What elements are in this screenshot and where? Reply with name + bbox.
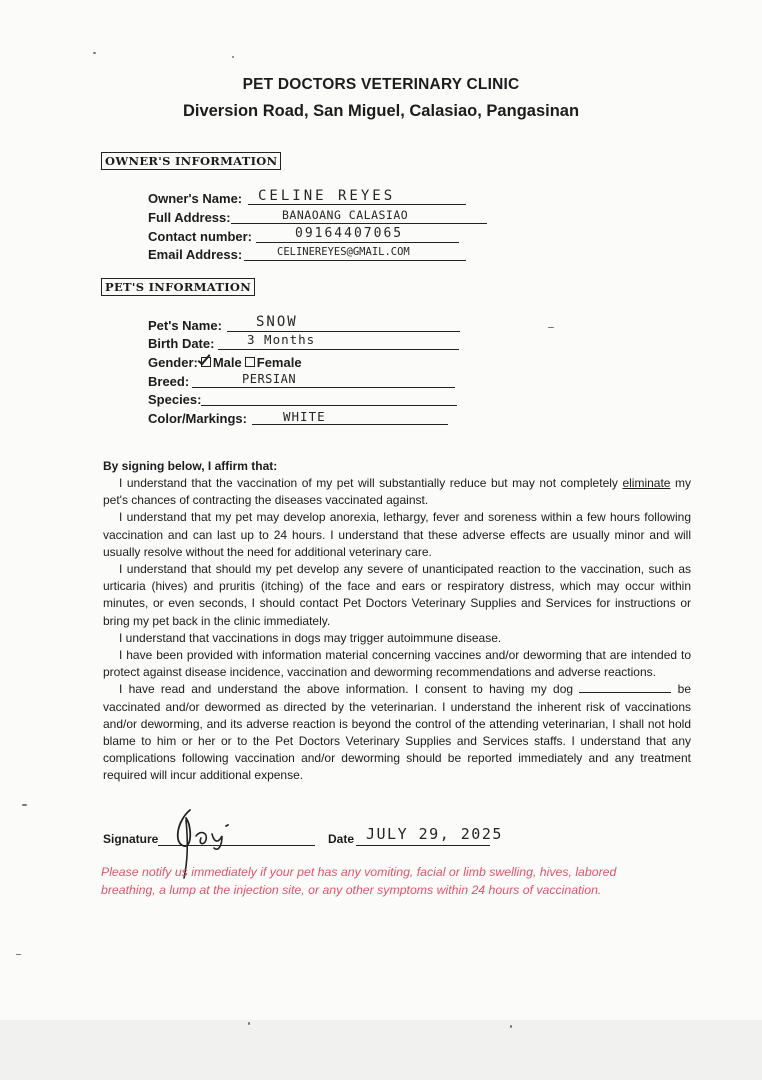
pet-name-value: SNOW: [256, 314, 298, 330]
clinic-address: Diversion Road, San Miguel, Calasiao, Pangasinan: [182, 102, 580, 120]
scan-bottom-margin: [0, 1020, 762, 1080]
affirmation-text: my pet's chances of contracting the diseases vaccinated against.: [103, 476, 691, 508]
email-row: [148, 247, 242, 265]
affirmation-paragraph: I understand that my pet may develop anorexia, lethargy, fever and soreness within a few hours following vaccination and can last up to 24 hours. I understand that these adverse effects are usually minor and will usually resolve without the need for additional veterinary care.: [103, 510, 691, 559]
breed-value: PERSIAN: [242, 372, 297, 386]
clinic-name: PET DOCTORS VETERINARY CLINIC: [242, 76, 520, 93]
color-value: WHITE: [283, 409, 326, 424]
affirmation-paragraph: I have been provided with information material concerning vaccines and/or deworming that are intended to protect against disease incidence, vaccination and deworming recommendations and adverse reactions.: [103, 648, 691, 680]
owner-name-row: [148, 191, 242, 209]
contact-number-value: 09164407065: [295, 226, 404, 241]
affirmation-paragraph: [103, 475, 691, 509]
breed-field[interactable]: [192, 372, 455, 388]
male-checkbox[interactable]: [201, 357, 211, 367]
date-label: Date: [328, 832, 355, 846]
underlined-word: eliminate: [622, 476, 671, 490]
date-value: JULY 29, 2025: [366, 825, 503, 843]
owner-name-label: Owner's Name:: [148, 191, 243, 206]
pet-name-label: Pet's Name:: [148, 318, 222, 333]
contact-number-label: Contact number:: [148, 229, 252, 244]
scan-speck: [93, 52, 96, 54]
full-address-row: [148, 210, 231, 228]
post-vaccination-notice: Please notify us immediately if your pet has any vomiting, facial or limb swelling, hives, labored breathing, a lump at the injection site, or any other symptoms within 24 hours of vaccination.: [101, 865, 617, 897]
male-option-label: Male: [212, 355, 242, 370]
affirmation-text: I understand that the vaccination of my pet will substantially reduce but may not completely: [119, 476, 623, 490]
gender-row: [148, 355, 302, 373]
species-label: Species:: [148, 392, 202, 407]
contact-number-row: [148, 229, 252, 247]
birth-date-label: Birth Date:: [148, 336, 215, 351]
affirmation-paragraph: I understand that vaccinations in dogs may trigger autoimmune disease.: [119, 630, 502, 645]
affirmation-paragraph: I understand that should my pet develop any severe of unanticipated reaction to the vaccination, such as urticaria (hives) and pruritis (itching) of the face and ears or respiratory distress, which may occur within minutes, or even seconds, I should contact Pet Doctors Veterinary Supplies and Services for instructions or bring my pet back in the clinic immediately.: [103, 562, 691, 628]
full-address-value: BANAOANG CALASIAO: [282, 208, 409, 222]
species-row: [148, 392, 201, 410]
scan-speck: [548, 327, 554, 328]
affirmation-text: be vaccinated and/or dewormed as directed by the veterinarian. I understand the inherent risk of vaccinations and/or deworming, and its adverse reaction is beyond the control of the attending veterinarian, I shall not hold blame to him or her or to the Pet Doctors Veterinary Supplies and Services staffs. I understand that any complications following vaccination and/or deworming should be reported immediately and any treatment required will incur additional expense.: [103, 682, 691, 783]
scan-speck: [510, 1025, 512, 1028]
email-value: CELINEREYES@GMAIL.COM: [277, 246, 410, 258]
female-option-label: Female: [256, 355, 302, 370]
scan-speck: [232, 56, 234, 58]
full-address-label: Full Address:: [148, 210, 231, 225]
affirmation-text: I have read and understand the above information. I consent to having my dog: [119, 682, 574, 697]
affirmation-paragraph: [103, 681, 691, 784]
scan-speck: [22, 804, 27, 806]
owner-name-value: CELINE REYES: [258, 188, 396, 204]
affirmation-body: [103, 475, 691, 785]
color-label: Color/Markings:: [148, 411, 247, 426]
owner-section-heading: OWNER'S INFORMATION: [101, 152, 281, 170]
pet-section-heading: PET'S INFORMATION: [101, 278, 255, 296]
female-checkbox[interactable]: [245, 357, 255, 367]
signature-label: Signature: [103, 832, 159, 846]
pet-name-row: [148, 318, 222, 336]
affirmation-heading: By signing below, I affirm that:: [103, 459, 278, 473]
scan-speck: [248, 1022, 250, 1025]
breed-row: [148, 374, 189, 392]
birth-date-value: 3 Months: [247, 332, 316, 347]
color-row: [148, 411, 247, 429]
color-field[interactable]: [252, 409, 448, 425]
email-label: Email Address:: [148, 247, 243, 262]
species-field[interactable]: [201, 390, 457, 406]
dog-name-blank[interactable]: [579, 682, 671, 693]
gender-label: Gender:: [148, 355, 198, 370]
scan-speck: [16, 954, 21, 955]
breed-label: Breed:: [148, 374, 190, 389]
